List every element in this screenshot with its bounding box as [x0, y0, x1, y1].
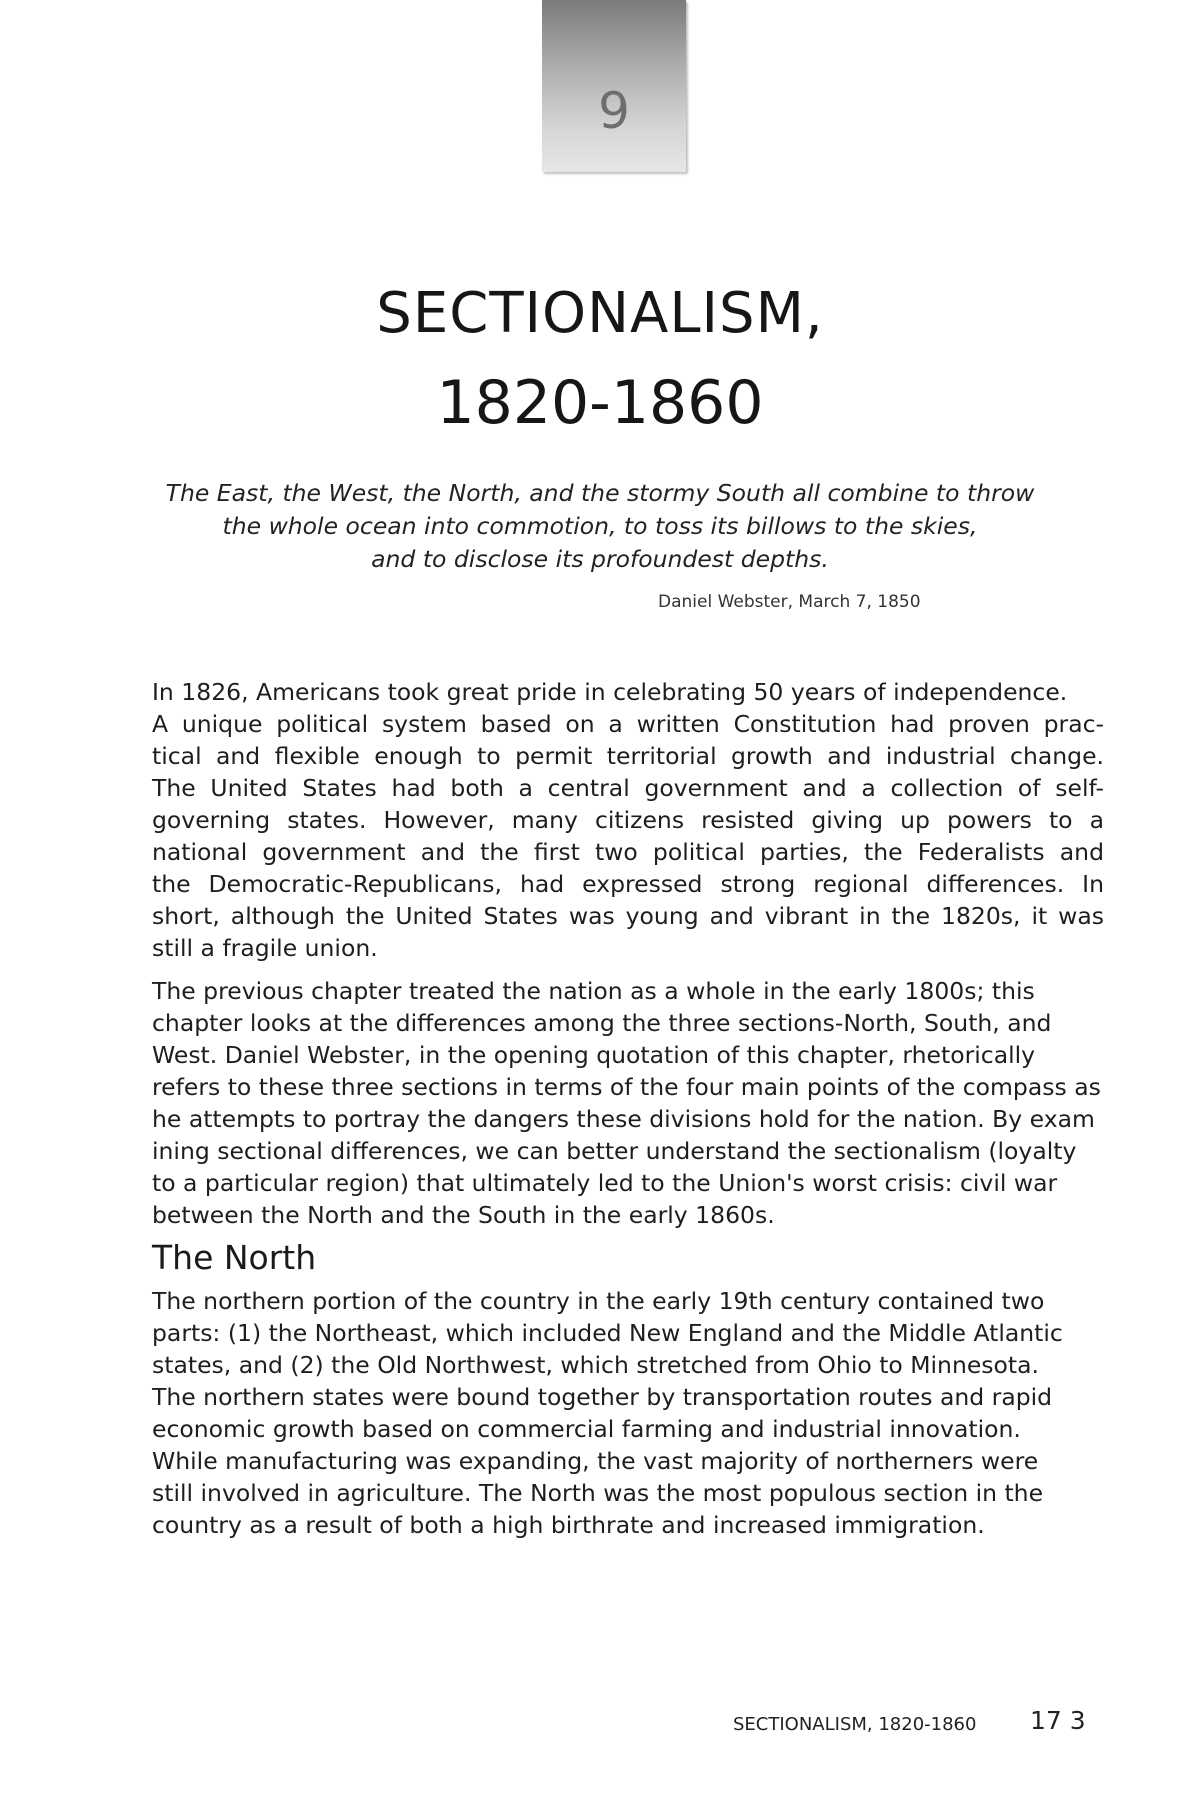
epigraph-attribution: Daniel Webster, March 7, 1850 — [658, 592, 921, 612]
paragraph-line: West. Daniel Webster, in the opening quotation of this chapter, rhetorically — [152, 1041, 1036, 1069]
paragraph-line: ining sectional differences, we can better understand the sectionalism (loyalty — [152, 1137, 1077, 1165]
paragraph-line: The previous chapter treated the nation as a whole in the early 1800s; this — [152, 977, 1035, 1005]
paragraph-line: The northern portion of the country in the early 19th century contained two — [152, 1287, 1045, 1315]
epigraph-line: the whole ocean into commotion, to toss its billows to the skies, — [222, 512, 978, 540]
paragraph-line: the Democratic-Republicans, had expressed strong regional differences. In — [152, 870, 1104, 898]
paragraph-line: he attempts to portray the dangers these divisions hold for the nation. By exam — [152, 1105, 1095, 1133]
paragraph-line: The northern states were bound together by transportation routes and rapid — [152, 1383, 1053, 1411]
section-heading: The North — [152, 1238, 317, 1277]
body-paragraph — [152, 676, 1104, 964]
paragraph-line: still involved in agriculture. The North was the most populous section in the — [152, 1479, 1044, 1507]
paragraph-line: The United States had both a central government and a collection of self- — [152, 774, 1104, 802]
paragraph-line: refers to these three sections in terms of the four main points of the compass as — [152, 1073, 1101, 1101]
paragraph-line: parts: (1) the Northeast, which included New England and the Middle Atlantic — [152, 1319, 1063, 1347]
chapter-title-dates: 1820-1860 — [436, 368, 764, 438]
chapter-number: 9 — [598, 82, 630, 140]
paragraph-line: While manufacturing was expanding, the vast majority of northerners were — [152, 1447, 1039, 1475]
chapter-number-tab — [542, 0, 686, 172]
epigraph-line: The East, the West, the North, and the stormy South all combine to throw — [165, 479, 1035, 507]
paragraph-line: between the North and the South in the early 1860s. — [152, 1201, 775, 1229]
paragraph-line: governing states. However, many citizens resisted giving up powers to a — [152, 806, 1104, 834]
chapter-title: SECTIONALISM, — [376, 281, 824, 346]
epigraph-line: and to disclose its profoundest depths. — [371, 545, 829, 573]
paragraph-line: to a particular region) that ultimately led to the Union's worst crisis: civil war — [152, 1169, 1058, 1197]
paragraph-line: chapter looks at the differences among the three sections-North, South, and — [152, 1009, 1052, 1037]
paragraph-line: economic growth based on commercial farming and industrial innovation. — [152, 1415, 1021, 1443]
paragraph-line: short, although the United States was young and vibrant in the 1820s, it was — [152, 902, 1104, 930]
paragraph-line: In 1826, Americans took great pride in celebrating 50 years of independence. — [152, 678, 1068, 706]
paragraph-line: A unique political system based on a written Constitution had proven prac- — [152, 710, 1104, 738]
running-footer-title: SECTIONALISM, 1820-1860 — [733, 1714, 977, 1735]
paragraph-line: country as a result of both a high birthrate and increased immigration. — [152, 1511, 985, 1539]
paragraph-line: still a fragile union. — [152, 934, 378, 962]
paragraph-line: national government and the first two political parties, the Federalists and — [152, 838, 1104, 866]
paragraph-line: tical and flexible enough to permit territorial growth and industrial change. — [152, 742, 1104, 770]
epigraph-quote — [150, 477, 1050, 576]
body-paragraph — [152, 1285, 1104, 1541]
body-paragraph — [152, 975, 1104, 1231]
paragraph-line: states, and (2) the Old Northwest, which stretched from Ohio to Minnesota. — [152, 1351, 1040, 1379]
page-number: 17 3 — [1030, 1706, 1086, 1735]
